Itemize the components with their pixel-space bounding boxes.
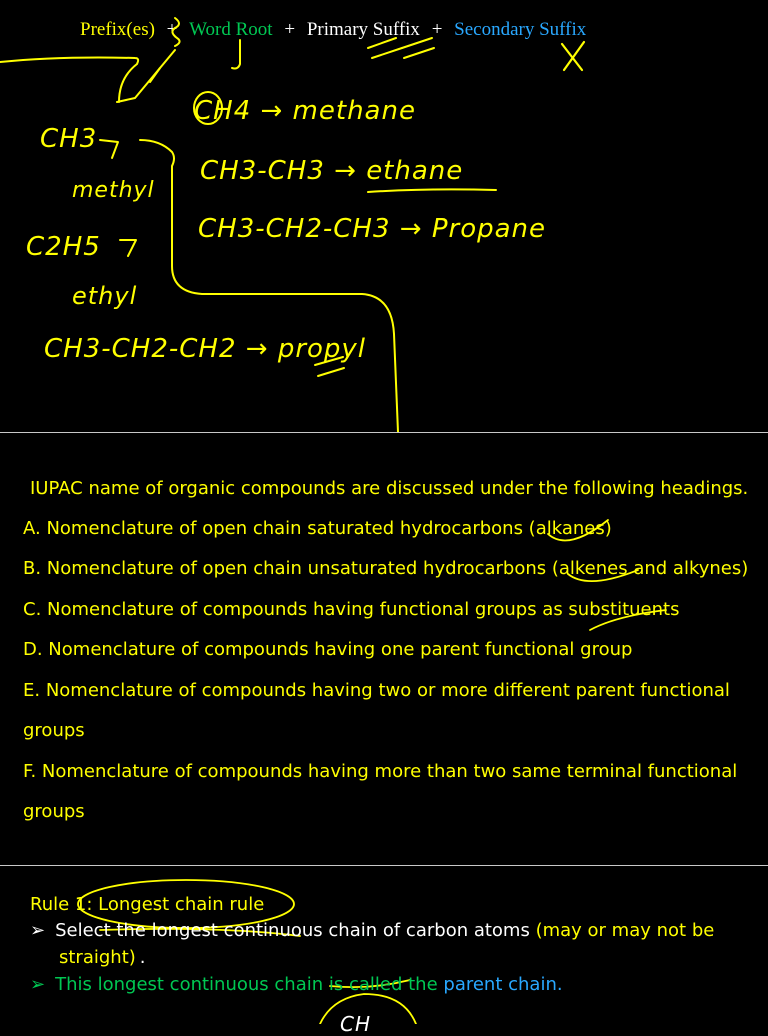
ethyl-name: ethyl [72, 282, 138, 310]
rule-bullet-1 [30, 920, 730, 941]
prefix-label: Prefix(es) [80, 19, 155, 40]
list-item: B. Nomenclature of open chain unsaturated hydrocarbons (alkenes and alkynes) [23, 558, 749, 579]
word-root-label: Word Root [189, 19, 273, 40]
parent-chain-term: parent chain. [443, 974, 563, 995]
bullet1-note: (may or may not be [535, 920, 715, 941]
propyl-line: CH3-CH2-CH2 → propyl [44, 334, 367, 364]
bullet-arrow-icon: ➢ [30, 974, 46, 995]
list-item: groups [23, 720, 85, 741]
list-item: groups [23, 801, 85, 822]
list-item: C. Nomenclature of compounds having functional groups as substituents [23, 599, 680, 620]
secondary-suffix-label: Secondary Suffix [454, 19, 587, 40]
rule-title: Rule 1: Longest chain rule [30, 894, 265, 915]
list-item: F. Nomenclature of compounds having more than two same terminal functional [23, 761, 738, 782]
ethyl-formula: C2H5 [26, 232, 101, 262]
list-item: E. Nomenclature of compounds having two or more different parent functional [23, 680, 730, 701]
bullet2-text: This longest continuous chain is called the [55, 974, 438, 995]
annotation-strokes [0, 434, 768, 864]
methyl-formula: CH3 [40, 124, 98, 154]
methyl-name: methyl [72, 178, 155, 203]
headings-panel [0, 434, 768, 864]
plus-sign: + [284, 19, 296, 40]
bullet1-note-cont: straight) [59, 947, 136, 968]
primary-suffix-label: Primary Suffix [306, 19, 420, 40]
intro-text: IUPAC name of organic compounds are discussed under the following headings. [30, 478, 749, 499]
ethane-line: CH3-CH3 → ethane [200, 156, 464, 186]
rule-bullet-2 [30, 974, 563, 995]
bullet1-period: . [139, 947, 146, 968]
plus-sign: + [431, 19, 443, 40]
bullet1-main-text: Select the longest continuous chain of carbon atoms [55, 920, 530, 941]
list-item: D. Nomenclature of compounds having one parent functional group [23, 639, 633, 660]
rule-panel [0, 866, 768, 1036]
handwritten-notes-panel [0, 0, 768, 432]
bullet-arrow-icon: ➢ [30, 920, 46, 941]
list-item: A. Nomenclature of open chain saturated hydrocarbons (alkanes) [23, 518, 612, 539]
annotation-strokes [0, 866, 768, 1024]
methane-line: CH4 → methane [194, 96, 416, 126]
bottom-fragment: CH [340, 1012, 372, 1036]
divider [0, 432, 768, 433]
rule-bullet-1-cont [59, 947, 146, 968]
plus-sign: + [166, 19, 178, 40]
propane-line: CH3-CH2-CH3 → Propane [198, 214, 547, 244]
